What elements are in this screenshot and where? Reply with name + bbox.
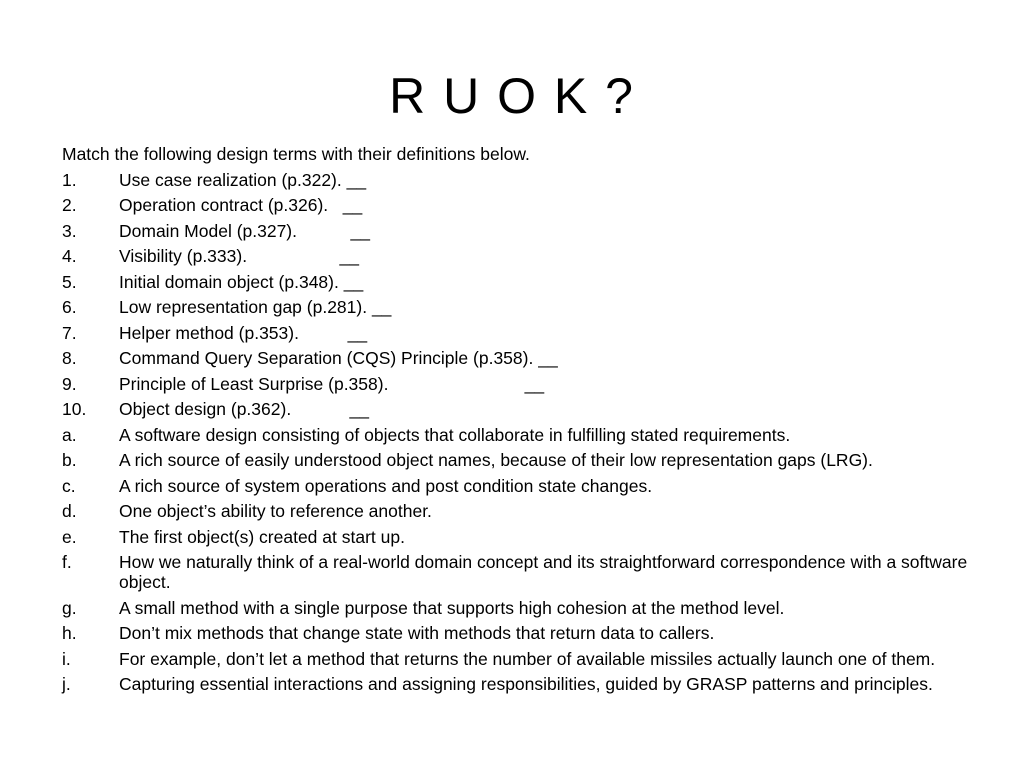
term-item: [62, 221, 982, 241]
answer-blank: __: [347, 322, 368, 343]
term-item: [62, 170, 982, 190]
definition-text: For example, don’t let a method that returns the number of available missiles actually launch one of them.: [119, 648, 936, 669]
definition-text: A rich source of system operations and post condition state changes.: [119, 475, 653, 496]
term-number: 4.: [62, 246, 77, 266]
answer-blank: __: [339, 246, 359, 266]
definition-item: [62, 623, 982, 643]
definition-item: [62, 649, 982, 669]
term-text-row: [119, 348, 982, 368]
definition-item: [62, 598, 982, 618]
definition-text: How we naturally think of a real-world domain concept and its straightforward correspondence with a software object.: [119, 552, 968, 592]
answer-blank: __: [346, 169, 367, 190]
term-item: [62, 297, 982, 317]
term-text-row: [119, 170, 982, 190]
slide-title: R U O K ?: [389, 68, 635, 124]
definition-letter: i.: [62, 648, 71, 669]
term-text-row: [119, 246, 982, 266]
term-text: Visibility (p.333).: [119, 246, 248, 266]
term-item: [62, 348, 982, 368]
term-text: Principle of Least Surprise (p.358).: [119, 373, 389, 394]
term-text: Initial domain object (p.348).: [119, 271, 339, 292]
definition-text: A rich source of easily understood object names, because of their low representation gaps (LRG).: [119, 450, 873, 470]
definition-item: [62, 501, 982, 521]
term-item: [62, 323, 982, 343]
definition-letter: h.: [62, 623, 77, 643]
answer-blank: __: [524, 373, 545, 394]
answer-blank: __: [371, 297, 392, 317]
definition-text: A small method with a single purpose that supports high cohesion at the method level.: [119, 597, 785, 618]
term-number: 3.: [62, 220, 77, 241]
definition-text: The first object(s) created at start up.: [119, 526, 405, 547]
definition-item: [62, 476, 982, 496]
terms-list: [62, 170, 982, 420]
definition-text: A software design consisting of objects that collaborate in fulfilling stated requirements.: [119, 424, 791, 445]
term-text: Command Query Separation (CQS) Principle (p.358).: [119, 348, 534, 368]
term-text-row: [119, 195, 982, 215]
term-number: 6.: [62, 297, 77, 317]
definition-item: [62, 527, 982, 547]
term-number: 9.: [62, 373, 77, 394]
answer-blank: __: [538, 348, 558, 368]
definition-item: [62, 552, 982, 592]
definition-letter: a.: [62, 424, 77, 445]
term-item: [62, 195, 982, 215]
instructions-text: Match the following design terms with their definitions below.: [62, 144, 530, 164]
answer-blank: __: [342, 195, 363, 215]
definition-letter: e.: [62, 526, 77, 547]
answer-blank: __: [349, 399, 370, 419]
term-number: 7.: [62, 322, 77, 343]
definition-text: Capturing essential interactions and assigning responsibilities, guided by GRASP patterns and principles.: [119, 674, 933, 694]
term-text: Use case realization (p.322).: [119, 169, 342, 190]
answer-blank: __: [350, 220, 370, 241]
definition-letter: c.: [62, 475, 76, 496]
definition-letter: j.: [62, 674, 71, 694]
definition-letter: g.: [62, 597, 77, 618]
definition-letter: f.: [62, 552, 72, 572]
definition-text: One object’s ability to reference another.: [119, 501, 432, 521]
definition-item: [62, 450, 982, 470]
term-text-row: [119, 297, 982, 317]
term-item: [62, 399, 982, 419]
term-text-row: [119, 323, 982, 343]
term-text-row: [119, 399, 982, 419]
term-text: Low representation gap (p.281).: [119, 297, 368, 317]
term-text-row: [119, 272, 982, 292]
definition-item: [62, 425, 982, 445]
term-text-row: [119, 374, 982, 394]
term-text: Helper method (p.353).: [119, 322, 299, 343]
definitions-list: [62, 425, 982, 695]
term-number: 5.: [62, 271, 77, 292]
term-text: Domain Model (p.327).: [119, 220, 297, 241]
definition-text: Don’t mix methods that change state with methods that return data to callers.: [119, 623, 715, 643]
term-text: Object design (p.362).: [119, 399, 292, 419]
term-item: [62, 374, 982, 394]
term-text-row: [119, 221, 982, 241]
definition-item: [62, 674, 982, 694]
term-number: 1.: [62, 169, 77, 190]
term-item: [62, 272, 982, 292]
term-number: 2.: [62, 195, 77, 215]
term-number: 8.: [62, 348, 77, 368]
slide-content: [62, 144, 982, 700]
definition-letter: b.: [62, 450, 77, 470]
answer-blank: __: [343, 271, 364, 292]
term-text: Operation contract (p.326).: [119, 195, 329, 215]
term-number: 10.: [62, 399, 87, 419]
definition-letter: d.: [62, 501, 77, 521]
term-item: [62, 246, 982, 266]
